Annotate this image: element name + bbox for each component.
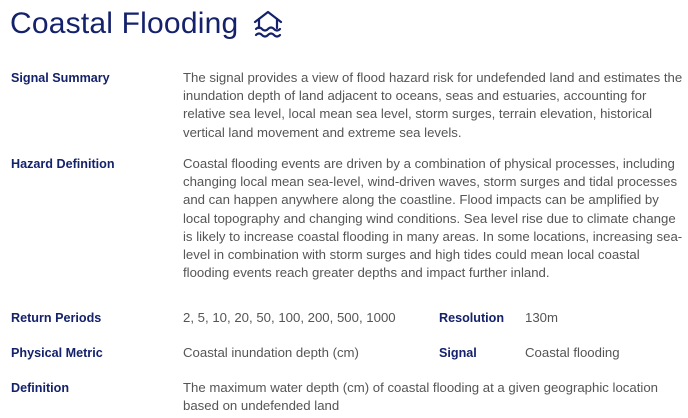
return-periods-value: 2, 5, 10, 20, 50, 100, 200, 500, 1000	[183, 310, 396, 325]
physical-metric-label: Physical Metric	[11, 346, 103, 360]
signal-summary-value: The signal provides a view of flood hazard risk for undefended land and estimates the inundation depth of land adjacent to oceans, seas and estuaries, accounting for relative sea level, local mean sea level, storm surges, terrain elevation, historical vertical land movement and extreme sea levels.	[183, 70, 683, 140]
signal-value: Coastal flooding	[525, 345, 620, 360]
resolution-label: Resolution	[439, 311, 505, 325]
return-periods-label: Return Periods	[11, 311, 102, 325]
hazard-definition-label: Hazard Definition	[11, 157, 115, 171]
page-title: Coastal Flooding	[10, 7, 239, 40]
flooded-house-icon	[252, 9, 284, 41]
definition-label: Definition	[11, 381, 70, 395]
signal-label: Signal	[439, 346, 477, 360]
page-header	[10, 4, 284, 44]
hazard-definition-value: Coastal flooding events are driven by a combination of physical processes, including changing local mean sea-level, wind-driven waves, storm surges and tidal processes and can happen anywhere along the coastline. Flood impacts can be amplified by local topography and changing wind conditions. Sea level rise due to climate change is likely to increase coastal flooding in many areas. In some locations, increasing sea-level in combination with storm surges and high tides could mean local coastal flooding events reach greater depths and impact further inland.	[183, 156, 683, 281]
resolution-value: 130m	[525, 310, 558, 325]
signal-summary-label: Signal Summary	[11, 71, 110, 85]
definition-value: The maximum water depth (cm) of coastal flooding at a given geographic location based on undefended land	[183, 380, 658, 414]
physical-metric-value: Coastal inundation depth (cm)	[183, 345, 359, 360]
